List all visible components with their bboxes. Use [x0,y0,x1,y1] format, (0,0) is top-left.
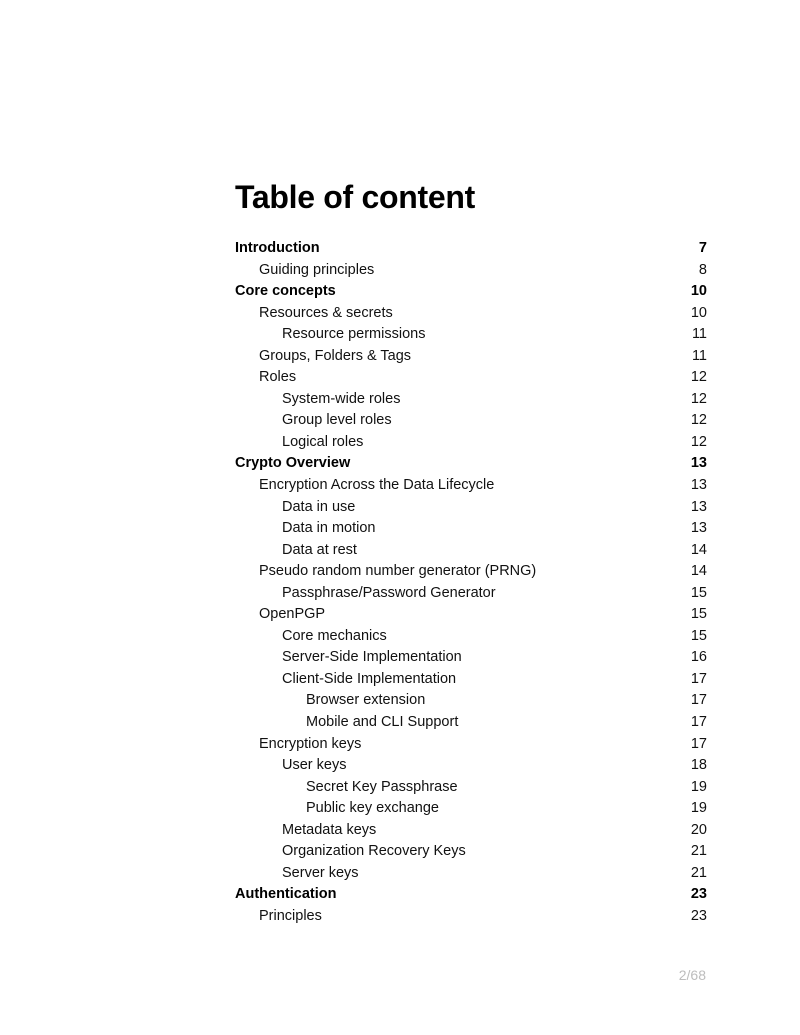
toc-entry-label: Resources & secrets [259,304,393,321]
toc-entry[interactable] [235,432,707,454]
toc-entry[interactable] [235,389,707,411]
toc-entry[interactable] [235,712,707,734]
toc-entry-page: 13 [690,520,707,537]
toc-entry-label: Crypto Overview [235,455,351,472]
table-of-contents [235,238,707,928]
toc-entry-page: 19 [690,778,707,795]
toc-entry-page: 12 [690,412,707,429]
toc-entry-page: 23 [690,886,707,903]
toc-entry-page: 17 [690,735,707,752]
toc-entry[interactable] [235,690,707,712]
toc-entry-label: Metadata keys [282,821,377,838]
toc-entry[interactable] [235,841,707,863]
toc-entry-label: Encryption keys [259,735,362,752]
toc-entry[interactable] [235,281,707,303]
toc-entry[interactable] [235,238,707,260]
toc-entry-label: Organization Recovery Keys [282,843,466,860]
toc-entry[interactable] [235,884,707,906]
toc-entry-label: Core mechanics [282,627,387,644]
toc-entry-page: 21 [690,864,707,881]
toc-entry-page: 17 [690,714,707,731]
toc-entry[interactable] [235,647,707,669]
toc-entry[interactable] [235,497,707,519]
toc-entry-label: Roles [259,369,297,386]
toc-entry-label: Browser extension [306,692,426,709]
toc-entry[interactable] [235,820,707,842]
toc-entry[interactable] [235,260,707,282]
toc-entry-label: Server keys [282,864,359,881]
toc-entry-page: 18 [690,757,707,774]
toc-entry-page: 12 [690,433,707,450]
toc-entry-label: Group level roles [282,412,392,429]
toc-entry-page: 20 [690,821,707,838]
toc-entry[interactable] [235,346,707,368]
toc-entry-page: 7 [698,240,707,256]
toc-entry[interactable] [235,367,707,389]
toc-entry-label: Core concepts [235,283,336,300]
toc-entry-label: User keys [282,757,347,774]
toc-entry-page: 14 [690,563,707,580]
toc-entry[interactable] [235,798,707,820]
toc-entry-label: Pseudo random number generator (PRNG) [259,563,537,580]
toc-entry-label: Client-Side Implementation [282,670,457,687]
toc-entry-page: 13 [690,498,707,515]
toc-entry-label: Server-Side Implementation [282,649,462,666]
toc-entry-page: 10 [690,304,707,321]
toc-entry[interactable] [235,583,707,605]
toc-entry[interactable] [235,626,707,648]
toc-entry-page: 11 [691,326,707,343]
toc-entry-page: 15 [690,606,707,623]
toc-entry-page: 15 [690,584,707,601]
toc-entry-label: Mobile and CLI Support [306,714,459,731]
toc-entry-page: 14 [690,541,707,558]
toc-entry[interactable] [235,475,707,497]
toc-entry-page: 12 [690,390,707,407]
toc-entry[interactable] [235,604,707,626]
toc-entry-page: 16 [690,649,707,666]
toc-entry-page: 8 [698,261,707,278]
toc-entry[interactable] [235,906,707,928]
toc-entry-page: 15 [690,627,707,644]
toc-entry-label: Encryption Across the Data Lifecycle [259,477,495,494]
toc-entry-label: Groups, Folders & Tags [259,347,412,364]
toc-entry-label: Public key exchange [306,800,439,817]
toc-entry-page: 17 [690,670,707,687]
toc-entry-label: Resource permissions [282,326,426,343]
page-title: Table of content [235,179,475,215]
toc-entry-label: Data in motion [282,520,376,537]
toc-entry-page: 19 [690,800,707,817]
toc-entry[interactable] [235,324,707,346]
toc-entry-page: 23 [690,907,707,924]
toc-entry[interactable] [235,669,707,691]
toc-entry-label: Authentication [235,886,337,903]
toc-entry-label: Principles [259,907,322,924]
toc-entry[interactable] [235,540,707,562]
toc-entry[interactable] [235,755,707,777]
toc-entry-label: Guiding principles [259,261,375,278]
toc-entry[interactable] [235,410,707,432]
toc-entry[interactable] [235,303,707,325]
toc-entry-label: Introduction [235,240,320,256]
toc-entry-page: 17 [690,692,707,709]
toc-entry[interactable] [235,561,707,583]
toc-entry-label: OpenPGP [259,606,326,623]
toc-entry-label: Data at rest [282,541,357,558]
toc-entry-page: 13 [690,455,707,472]
toc-entry[interactable] [235,734,707,756]
toc-entry-page: 10 [690,283,707,300]
toc-entry-page: 13 [690,477,707,494]
page-number: 2/68 [678,967,706,983]
toc-entry-page: 21 [690,843,707,860]
toc-entry[interactable] [235,453,707,475]
toc-entry[interactable] [235,518,707,540]
toc-entry[interactable] [235,777,707,799]
toc-entry-page: 12 [690,369,707,386]
toc-entry-page: 11 [691,347,707,364]
toc-entry-label: Logical roles [282,433,364,450]
toc-entry-label: Data in use [282,498,356,515]
toc-entry-label: Secret Key Passphrase [306,778,458,795]
toc-entry[interactable] [235,863,707,885]
toc-entry-label: System-wide roles [282,390,401,407]
toc-entry-label: Passphrase/Password Generator [282,584,496,601]
